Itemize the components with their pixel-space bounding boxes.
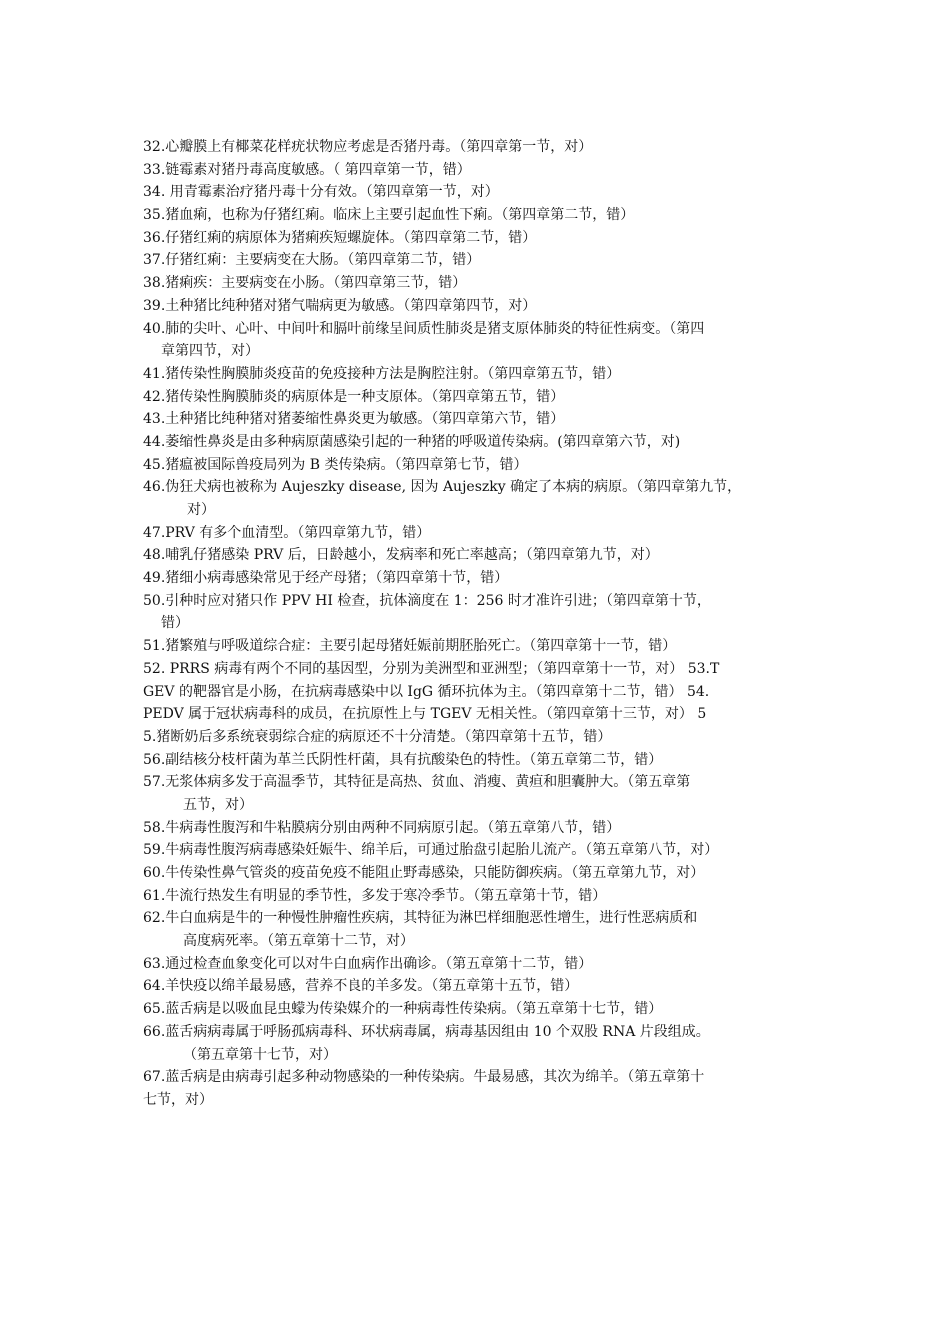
- text-line: 36.仔猪红痢的病原体为猪痢疾短螺旋体。（第四章第二节，错）: [143, 229, 537, 246]
- text-line: 33.链霉素对猪丹毒高度敏感。（ 第四章第一节，错）: [143, 161, 471, 178]
- text-line-continuation: 高度病死率。（第五章第十二节，对）: [183, 933, 414, 950]
- text-line: 57.无浆体病多发于高温季节，其特征是高热、贫血、消瘦、黄疸和胆囊肿大。（第五章第: [143, 774, 691, 791]
- text-line: 66.蓝舌病病毒属于呼肠孤病毒科、环状病毒属，病毒基因组由 10 个双股 RNA 片段组成。: [143, 1023, 710, 1040]
- text-line: 64.羊快疫以绵羊最易感，营养不良的羊多发。（第五章第十五节，错）: [143, 978, 579, 995]
- text-line-continuation: 错）: [161, 615, 189, 632]
- text-line: 40.肺的尖叶、心叶、中间叶和膈叶前缘呈间质性肺炎是猪支原体肺炎的特征性病变。（第四: [143, 320, 705, 337]
- text-line: 48.哺乳仔猪感染 PRV 后，日龄越小，发病率和死亡率越高；（第四章第九节，对）: [143, 547, 659, 564]
- text-line-continuation: 五节，对）: [183, 796, 253, 813]
- text-line: 34. 用青霉素治疗猪丹毒十分有效。（第四章第一节，对）: [143, 184, 499, 201]
- text-line: 38.猪痢疾：主要病变在小肠。（第四章第三节，错）: [143, 275, 467, 292]
- text-line: 50.引种时应对猪只作 PPV HI 检查，抗体滴度在 1：256 时才准许引进；（第四章第十节，: [143, 592, 711, 609]
- text-line: 59.牛病毒性腹泻病毒感染妊娠牛、绵羊后，可通过胎盘引起胎儿流产。（第五章第八节，对）: [143, 842, 719, 859]
- text-line: 61.牛流行热发生有明显的季节性，多发于寒冷季节。（第五章第十节，错）: [143, 887, 607, 904]
- text-line: 37.仔猪红痢：主要病变在大肠。（第四章第二节，错）: [143, 252, 481, 269]
- text-line: PEDV 属于冠状病毒科的成员，在抗原性上与 TGEV 无相关性。（第四章第十三节，对） 5: [143, 706, 707, 723]
- text-line: 65.蓝舌病是以吸血昆虫蠓为传染媒介的一种病毒性传染病。（第五章第十七节，错）: [143, 1001, 663, 1018]
- text-line: 51.猪繁殖与呼吸道综合症：主要引起母猪妊娠前期胚胎死亡。（第四章第十一节，错）: [143, 638, 677, 655]
- text-line: 43.土种猪比纯种猪对猪萎缩性鼻炎更为敏感。（第四章第六节，错）: [143, 411, 565, 428]
- text-line: 52. PRRS 病毒有两个不同的基因型，分别为美洲型和亚洲型；（第四章第十一节，对） 53.T: [143, 660, 720, 677]
- text-line-continuation: 七节，对）: [143, 1091, 213, 1108]
- text-line: 41.猪传染性胸膜肺炎疫苗的免疫接种方法是胸腔注射。（第四章第五节，错）: [143, 365, 621, 382]
- text-line-continuation: 章第四节，对）: [161, 343, 259, 360]
- document-body: [143, 136, 818, 1112]
- text-line: 35.猪血痢，也称为仔猪红痢。临床上主要引起血性下痢。（第四章第二节，错）: [143, 207, 635, 224]
- text-line: 56.副结核分枝杆菌为革兰氏阴性杆菌，具有抗酸染色的特性。（第五章第二节，错）: [143, 751, 663, 768]
- text-line: 47.PRV 有多个血清型。（第四章第九节，错）: [143, 524, 431, 541]
- text-line: 49.猪细小病毒感染常见于经产母猪；（第四章第十节，错）: [143, 570, 509, 587]
- text-line-continuation: （第五章第十七节，对）: [183, 1046, 337, 1063]
- text-line: 5.猪断奶后多系统衰弱综合症的病原还不十分清楚。（第四章第十五节，错）: [143, 728, 612, 745]
- text-line: 46.伪狂犬病也被称为 Aujeszky disease, 因为 Aujeszky 确定了本病的病原。（第四章第九节，: [143, 479, 742, 496]
- text-line: 60.牛传染性鼻气管炎的疫苗免疫不能阻止野毒感染，只能防御疾病。（第五章第九节，对）: [143, 865, 705, 881]
- text-line: 62.牛白血病是牛的一种慢性肿瘤性疾病，其特征为淋巴样细胞恶性增生，进行性恶病质和: [143, 910, 698, 927]
- text-line: 63.通过检查血象变化可以对牛白血病作出确诊。（第五章第十二节，错）: [143, 955, 593, 972]
- text-line: 44.萎缩性鼻炎是由多种病原菌感染引起的一种猪的呼吸道传染病。(第四章第六节，对): [143, 433, 681, 450]
- text-line: 45.猪瘟被国际兽疫局列为 B 类传染病。（第四章第七节，错）: [143, 456, 528, 473]
- text-line-continuation: 对）: [187, 502, 215, 518]
- text-line: 39.土种猪比纯种猪对猪气喘病更为敏感。（第四章第四节，对）: [143, 297, 537, 314]
- text-line: 42.猪传染性胸膜肺炎的病原体是一种支原体。（第四章第五节，错）: [143, 388, 565, 405]
- text-line: 32.心瓣膜上有椰菜花样疣状物应考虑是否猪丹毒。（第四章第一节，对）: [143, 139, 593, 155]
- text-line: GEV 的靶器官是小肠，在抗病毒感染中以 IgG 循环抗体为主。（第四章第十二节，错） 54.: [143, 683, 710, 700]
- text-line: 67.蓝舌病是由病毒引起多种动物感染的一种传染病。牛最易感，其次为绵羊。（第五章第十: [143, 1069, 705, 1086]
- text-line: 58.牛病毒性腹泻和牛粘膜病分别由两种不同病原引起。（第五章第八节，错）: [143, 819, 621, 836]
